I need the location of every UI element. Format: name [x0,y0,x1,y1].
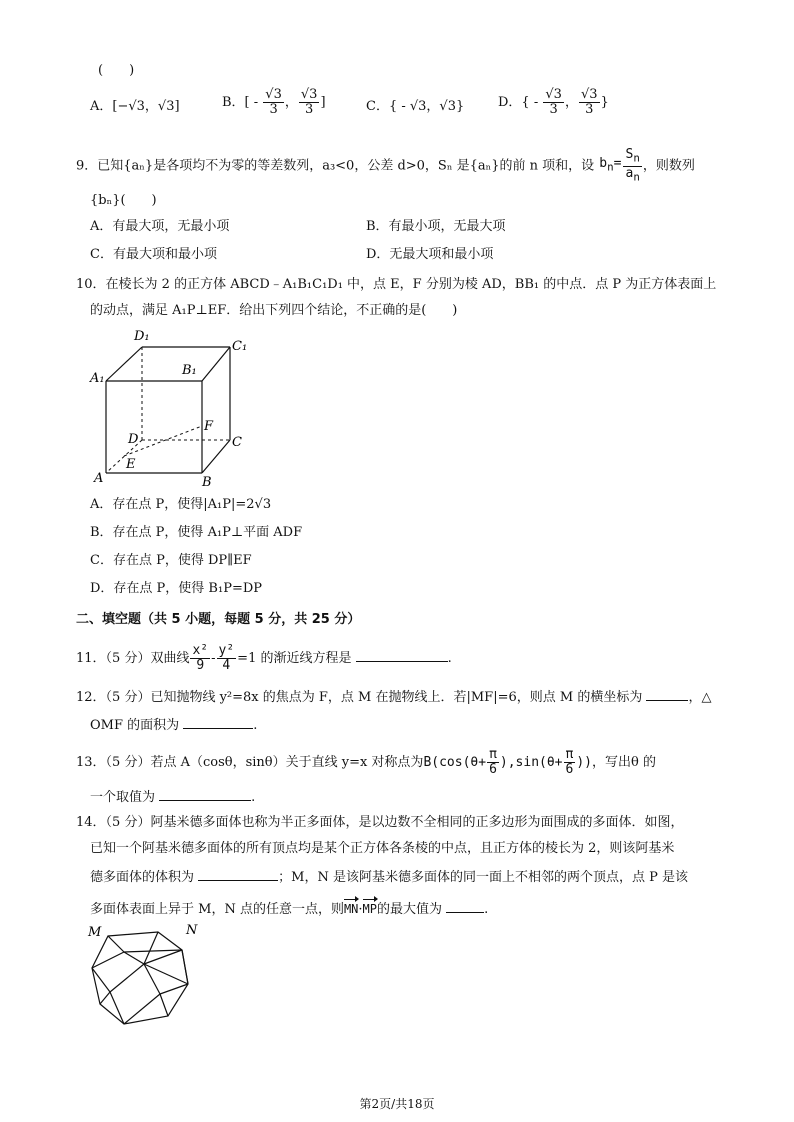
q12-line2: OMF 的面积为 . [90,714,257,735]
q9-option-b: B．有最小项，无最大项 [366,219,506,234]
q8-option-d: D．{ - $\frac{√3}{3}$ ， $\frac{√3}{3}$ } [498,87,609,117]
q12-answer-blank-2[interactable] [183,714,253,729]
q8-paren: ( ) [98,63,135,78]
q8-option-c: C．{ - √3，√3} [366,99,465,114]
q12-answer-blank-1[interactable] [646,686,688,701]
cube-label-b: B [202,475,212,490]
q11-answer-blank[interactable] [356,647,448,662]
cube-label-c: C [232,435,242,450]
q14-answer-blank-1[interactable] [198,866,278,881]
q9-option-a: A．有最大项，无最小项 [90,219,230,234]
cube-diagram [84,322,254,490]
archimedean-solid-diagram [84,922,210,1032]
q13-line1: 13．（5 分）若点 A（cosθ，sinθ）关于直线 y=x 对称点为B(cos(θ+ $\frac{\pi}{6}$ ),sin(θ+ $\frac{\pi}{6}$ ))，写出θ 的 [76,747,656,777]
page-footer: 第2页/共18页 [359,1097,435,1111]
q10-option-b: B．存在点 P，使得 A₁P⊥平面 ADF [90,525,303,540]
q14-line1: 14．（5 分）阿基米德多面体也称为半正多面体，是以边数不全相同的正多边形为面围成的多面体．如图， [76,815,684,830]
q14-line4: 多面体表面上异于 M，N 点的任意一点，则MN·MP的最大值为 . [90,898,488,919]
q10-line2: 的动点，满足 A₁P⊥EF．给出下列四个结论，不正确的是( ) [90,303,458,318]
cube-label-d1: D₁ [134,329,150,344]
q9-bn-formula: $b_n=$ [599,156,622,174]
vector-mn: MN [343,902,359,916]
cube-label-e: E [126,457,136,472]
solid-label-m: M [88,925,102,940]
q10-line1: 10．在棱长为 2 的正方体 ABCD﹣A₁B₁C₁D₁ 中，点 E，F 分别为棱 AD，BB₁ 的中点．点 P 为正方体表面上 [76,277,717,292]
cube-label-a: A [94,471,104,486]
q13-line2: 一个取值为 . [90,786,255,807]
q13-answer-blank[interactable] [159,786,251,801]
q10-option-d: D．存在点 P，使得 B₁P=DP [90,581,263,596]
q8-option-a: A．[−√3，√3] [90,99,180,114]
solid-label-n: N [186,923,198,938]
cube-label-d: D [128,432,139,447]
q9-option-d: D．无最大项和最小项 [366,247,494,262]
q14-answer-blank-2[interactable] [446,898,484,913]
q9-line2: {bₙ}( ) [90,193,157,208]
vector-mp: MP [362,902,377,916]
cube-label-a1: A₁ [90,371,105,386]
q8-option-b: B．[ - $\frac{√3}{3}$ ， $\frac{√3}{3}$ ] [222,87,326,117]
q14-line2: 已知一个阿基米德多面体的所有顶点均是某个正方体各条棱的中点，且正方体的棱长为 2，则该阿基米 [90,841,675,856]
cube-label-c1: C₁ [232,339,248,354]
section-title-fill-blank: 二、填空题（共 5 小题，每题 5 分，共 25 分） [76,612,361,627]
q10-option-c: C．存在点 P，使得 DP∥EF [90,553,252,568]
q14-line3: 德多面体的体积为 ；M，N 是该阿基米德多面体的同一面上不相邻的两个顶点，点 P 是该 [90,866,688,887]
q9-option-c: C．有最大项和最小项 [90,247,217,262]
q11-line: 11．（5 分）双曲线 $\frac{\text{x²}}{9}$ - $\frac{\text{y²}}{4}$ =1 的渐近线方程是 . [76,643,452,673]
q12-line1: 12．（5 分）已知抛物线 y²=8x 的焦点为 F，点 M 在抛物线上．若|MF|=6，则点 M 的横坐标为 ，△ [76,686,711,707]
q9-line1: 9．已知{aₙ}是各项均不为零的等差数列，a₃<0，公差 d>0，Sₙ 是{aₙ}的前 n 项和，设 $b_n=$ $\frac{S_n}{a_n}$ ，则数列 [76,147,695,184]
q10-option-a: A．存在点 P，使得|A₁P|=2√3 [90,497,272,512]
cube-label-b1: B₁ [182,363,197,378]
cube-label-f: F [204,419,214,434]
